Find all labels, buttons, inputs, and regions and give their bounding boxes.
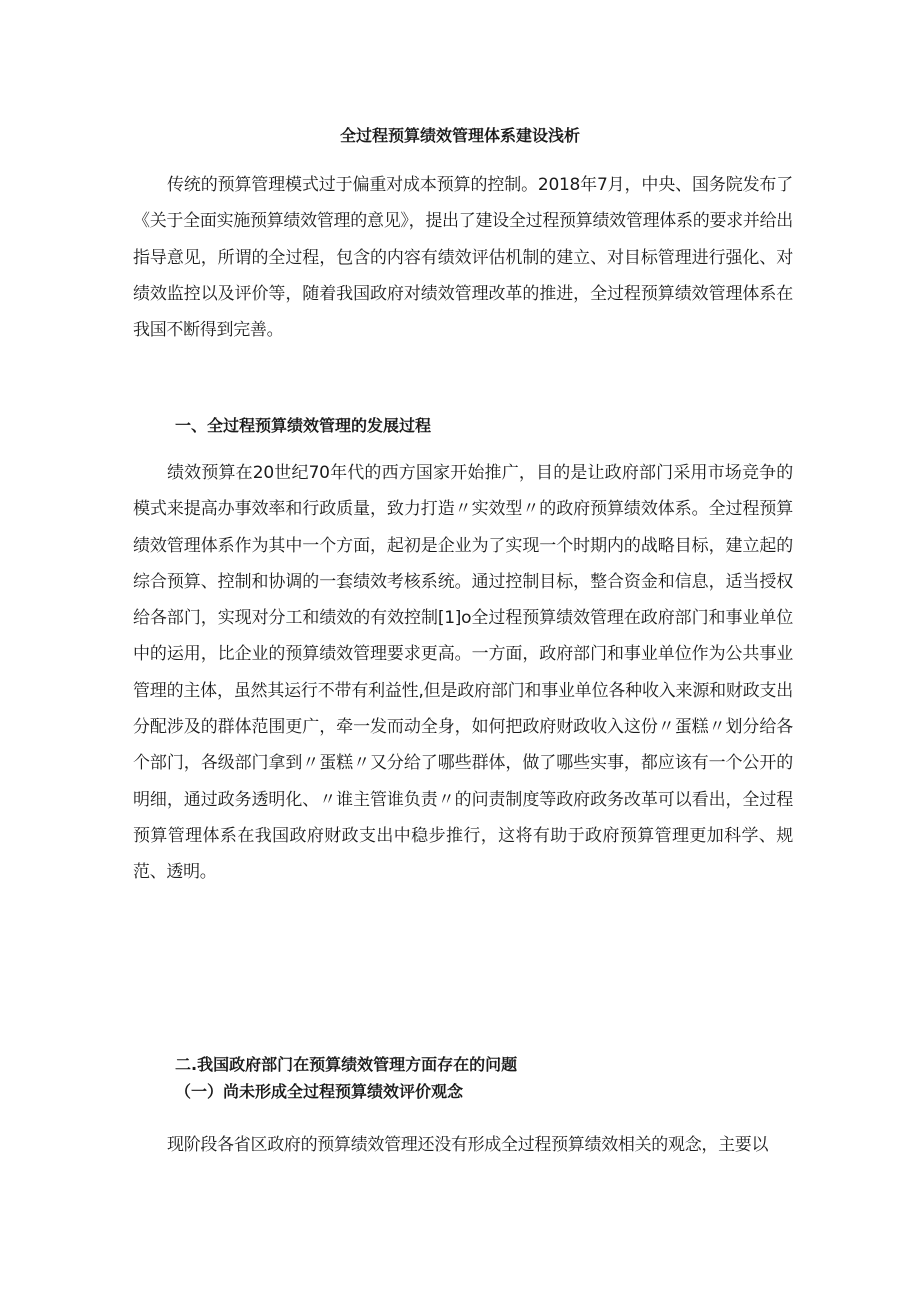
section-1-heading: 一、全过程预算绩效管理的发展过程 bbox=[175, 416, 432, 435]
section-2-paragraph: 现阶段各省区政府的预算绩效管理还没有形成全过程预算绩效相关的观念，主要以 bbox=[167, 1135, 769, 1155]
section-1-paragraph: 绩效预算在20世纪70年代的西方国家开始推广，目的是让政府部门采用市场竞争的模式来提高办事效率和行政质量，致力打造〃实效型〃的政府预算绩效体系。全过程预算绩效管理体系作为其中一个方面，起初是企业为了实现一个时期内的战略目标，建立起的综合预算、控制和协调的一套绩效考核系统。通过控制目标，整合资金和信息，适当授权给各部门，实现对分工和绩效的有效控制[1]o全过程预算绩效管理在政府部门和事业单位中的运用，比企业的预算绩效管理要求更高。一方面，政府部门和事业单位作为公共事业管理的主体，虽然其运行不带有利益性,但是政府部门和事业单位各种收入来源和财政支出分配涉及的群体范围更广，牵一发而动全身，如何把政府财政收入这份〃蛋糕〃划分给各个部门，各级部门拿到〃蛋糕〃又分给了哪些群体，做了哪些实事，都应该有一个公开的明细，通过政务透明化、〃谁主管谁负责〃的问责制度等政府政务改革可以看出，全过程预算管理体系在我国政府财政支出中稳步推行，这将有助于政府预算管理更加科学、规范、透明。 bbox=[133, 463, 793, 883]
section-2-subheading-1: （一）尚未形成全过程预算绩效评价观念 bbox=[175, 1082, 464, 1101]
section-2-heading: 二.我国政府部门在预算绩效管理方面存在的问题 bbox=[175, 1055, 518, 1074]
intro-paragraph: 传统的预算管理模式过于偏重对成本预算的控制。2018年7月，中央、国务院发布了《关于全面实施预算绩效管理的意见》，提出了建设全过程预算绩效管理体系的要求并给出指导意见，所谓的全过程，包含的内容有绩效评估机制的建立、对目标管理进行强化、对绩效监控以及评价等，随着我国政府对绩效管理改革的推进，全过程预算绩效管理体系在我国不断得到完善。 bbox=[133, 175, 793, 341]
document-title: 全过程预算绩效管理体系建设浅析 bbox=[339, 126, 580, 145]
